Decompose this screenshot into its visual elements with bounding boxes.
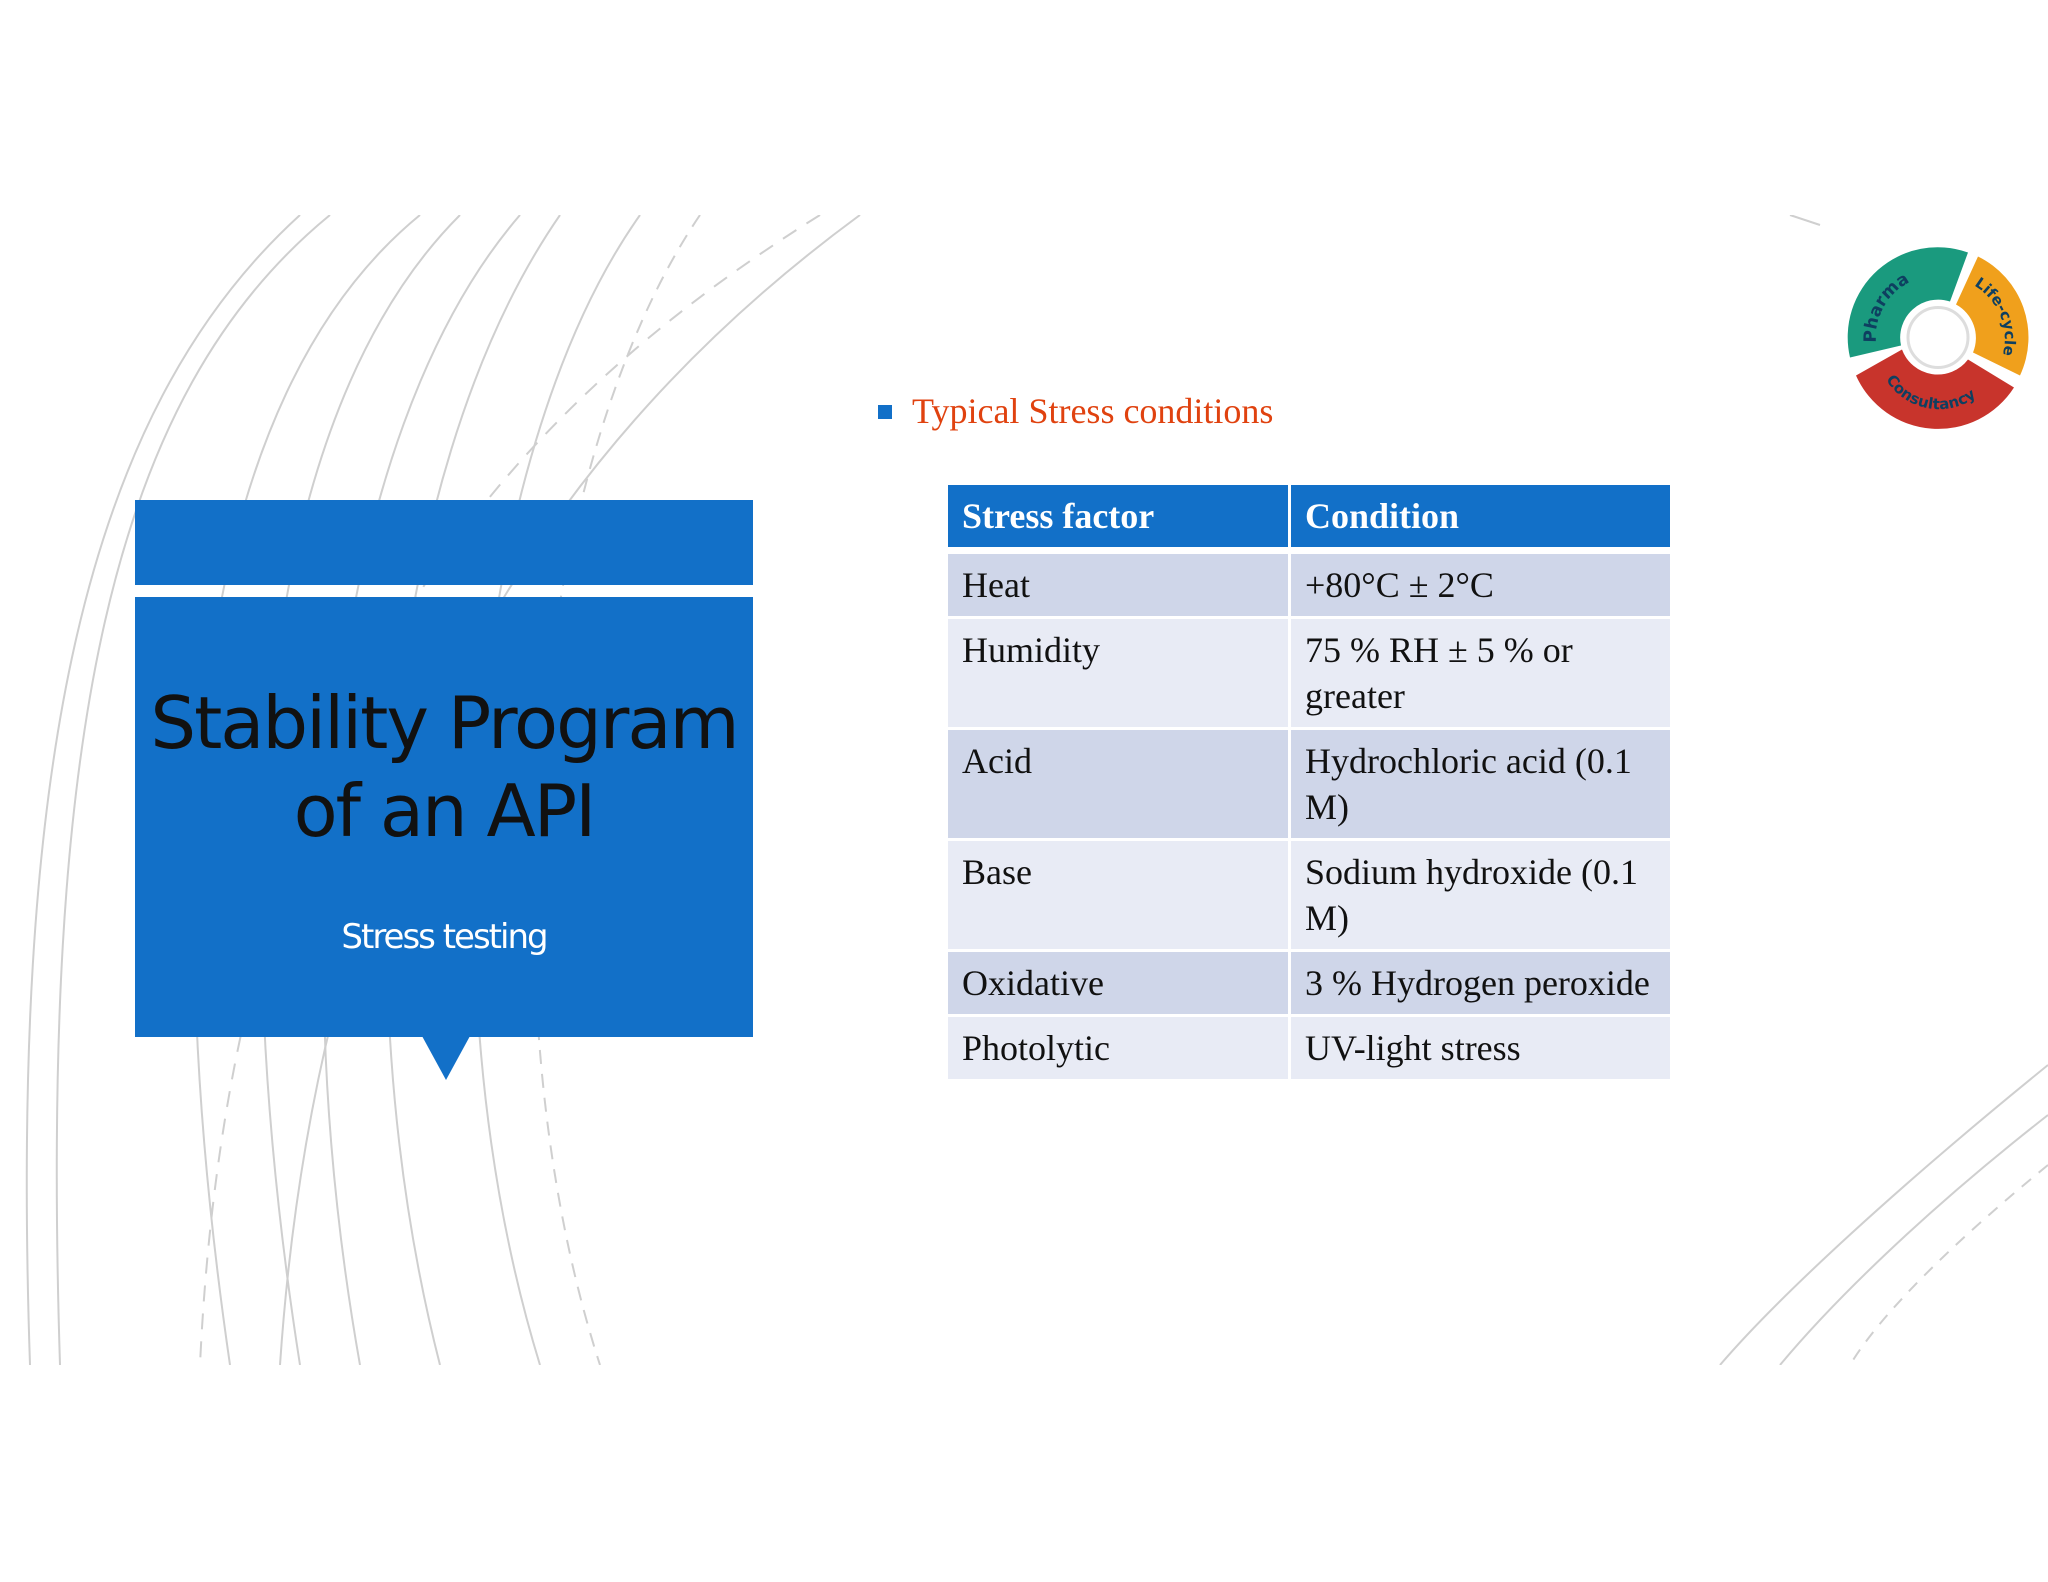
table-cell: Sodium hydroxide (0.1 M)	[1291, 841, 1670, 952]
table-cell: 3 % Hydrogen peroxide	[1291, 952, 1670, 1017]
table-row	[948, 554, 1670, 619]
table-row	[948, 952, 1670, 1017]
table-row	[948, 841, 1670, 952]
table-cell: +80°C ± 2°C	[1291, 554, 1670, 619]
slide	[0, 215, 2048, 1365]
slide-subtitle: Stress testing	[341, 917, 547, 957]
stress-conditions-table	[948, 485, 1670, 1082]
title-box-pointer	[422, 1036, 470, 1080]
slide-title: Stability Program of an API	[150, 681, 738, 853]
section-heading: Typical Stress conditions	[912, 391, 1274, 431]
table-cell: Base	[948, 841, 1291, 952]
table-row	[948, 1017, 1670, 1082]
table-cell: Hydrochloric acid (0.1 M)	[1291, 730, 1670, 841]
table-cell: 75 % RH ± 5 % or greater	[1291, 619, 1670, 730]
title-accent-bar	[135, 500, 753, 585]
table-header-row	[948, 485, 1670, 554]
logo-pharma-label: Pharma	[1860, 268, 1913, 343]
table-cell: Oxidative	[948, 952, 1291, 1017]
table-header-cell: Condition	[1291, 485, 1670, 554]
lifecycle-segment	[1956, 257, 2028, 376]
table-cell: Heat	[948, 554, 1291, 619]
table-cell: Humidity	[948, 619, 1291, 730]
logo-lifecycle-label: Life-cycle	[1971, 273, 2020, 358]
table-cell: Photolytic	[948, 1017, 1291, 1082]
table-cell: UV-light stress	[1291, 1017, 1670, 1082]
table-cell: Acid	[948, 730, 1291, 841]
bullet-square-icon	[878, 405, 892, 419]
logo-consultancy-label: Consultancy	[1882, 371, 1979, 414]
table-row	[948, 619, 1670, 730]
table-row	[948, 730, 1670, 841]
title-box	[135, 597, 753, 1037]
table-header-cell: Stress factor	[948, 485, 1291, 554]
pharma-lifecycle-logo	[1838, 230, 2038, 445]
